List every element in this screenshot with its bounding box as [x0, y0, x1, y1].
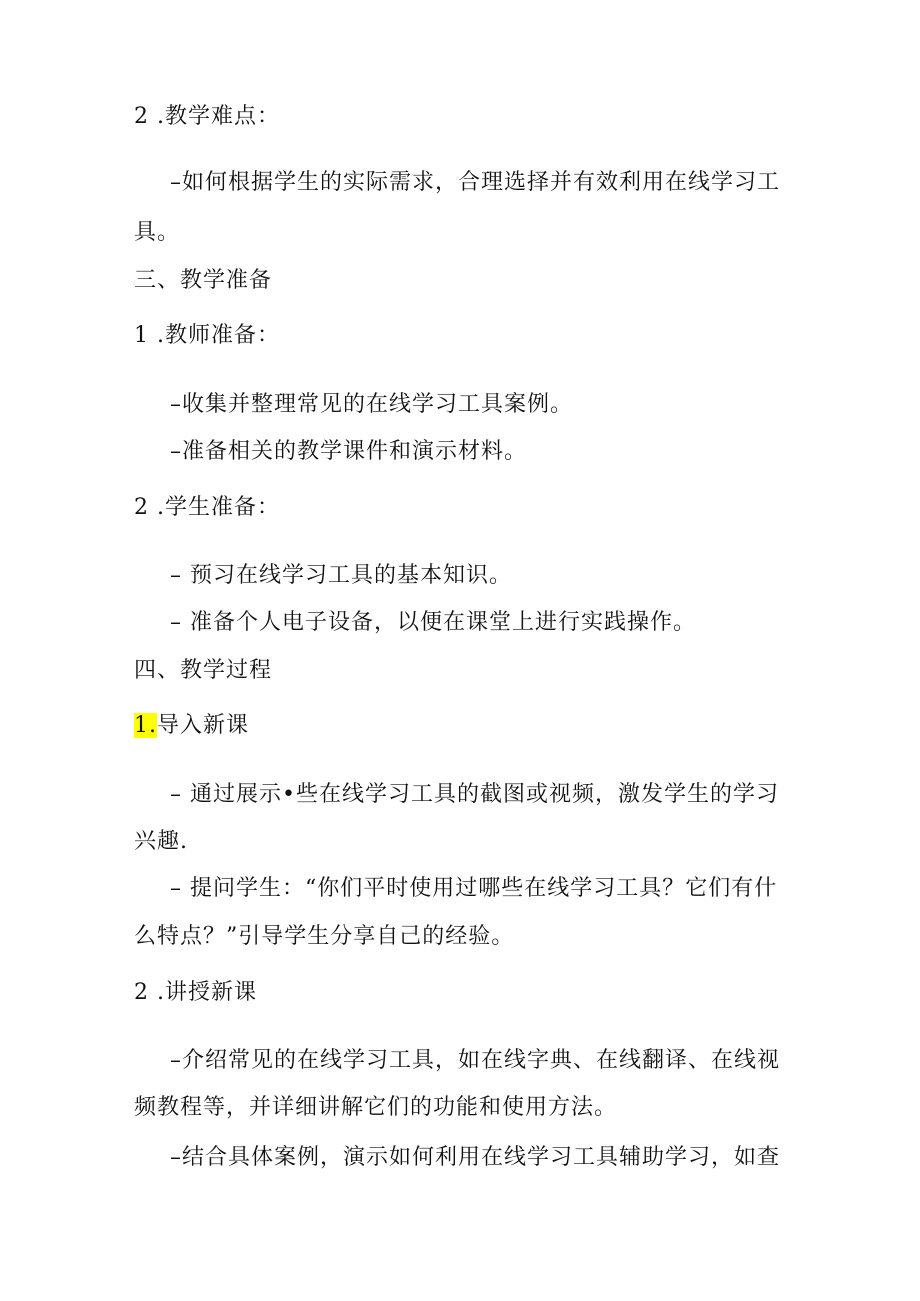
paragraph-line: –如何根据学生的实际需求，合理选择并有效利用在线学习工: [170, 170, 781, 195]
list-item: – 预习在线学习工具的基本知识。: [170, 563, 512, 588]
list-item: –结合具体案例，演示如何利用在线学习工具辅助学习，如查: [170, 1145, 781, 1170]
list-item: – 提问学生：“你们平时使用过哪些在线学习工具？它们有什: [170, 876, 778, 901]
section-heading-preparation: 三、教学准备: [134, 268, 273, 293]
list-item: –准备相关的教学课件和演示材料。: [170, 439, 528, 464]
list-item: –介绍常见的在线学习工具，如在线字典、在线翻译、在线视: [170, 1048, 781, 1073]
heading-teacher-preparation: 1 .教师准备：: [134, 323, 280, 348]
list-item: –收集并整理常见的在线学习工具案例。: [170, 392, 574, 417]
list-item: – 准备个人电子设备，以便在课堂上进行实践操作。: [170, 610, 696, 635]
paragraph-line: 具。: [134, 220, 181, 245]
paragraph-line: 么特点？”引导学生分享自己的经验。: [134, 924, 515, 949]
highlighted-number: 1.: [134, 713, 157, 738]
section-heading-process: 四、教学过程: [134, 658, 273, 683]
paragraph-line: 频教程等，并详细讲解它们的功能和使用方法。: [134, 1095, 618, 1120]
paragraph-line: 兴趣.: [134, 829, 188, 854]
heading-new-lesson: 2 .讲授新课: [134, 980, 257, 1005]
list-item: – 通过展示•些在线学习工具的截图或视频，激发学生的学习: [170, 782, 779, 807]
heading-teaching-difficulties: 2 .教学难点：: [134, 104, 280, 129]
heading-student-preparation: 2 .学生准备：: [134, 495, 280, 520]
heading-introduce-lesson-label: 导入新课: [157, 713, 250, 738]
heading-introduce-lesson: [134, 711, 249, 741]
